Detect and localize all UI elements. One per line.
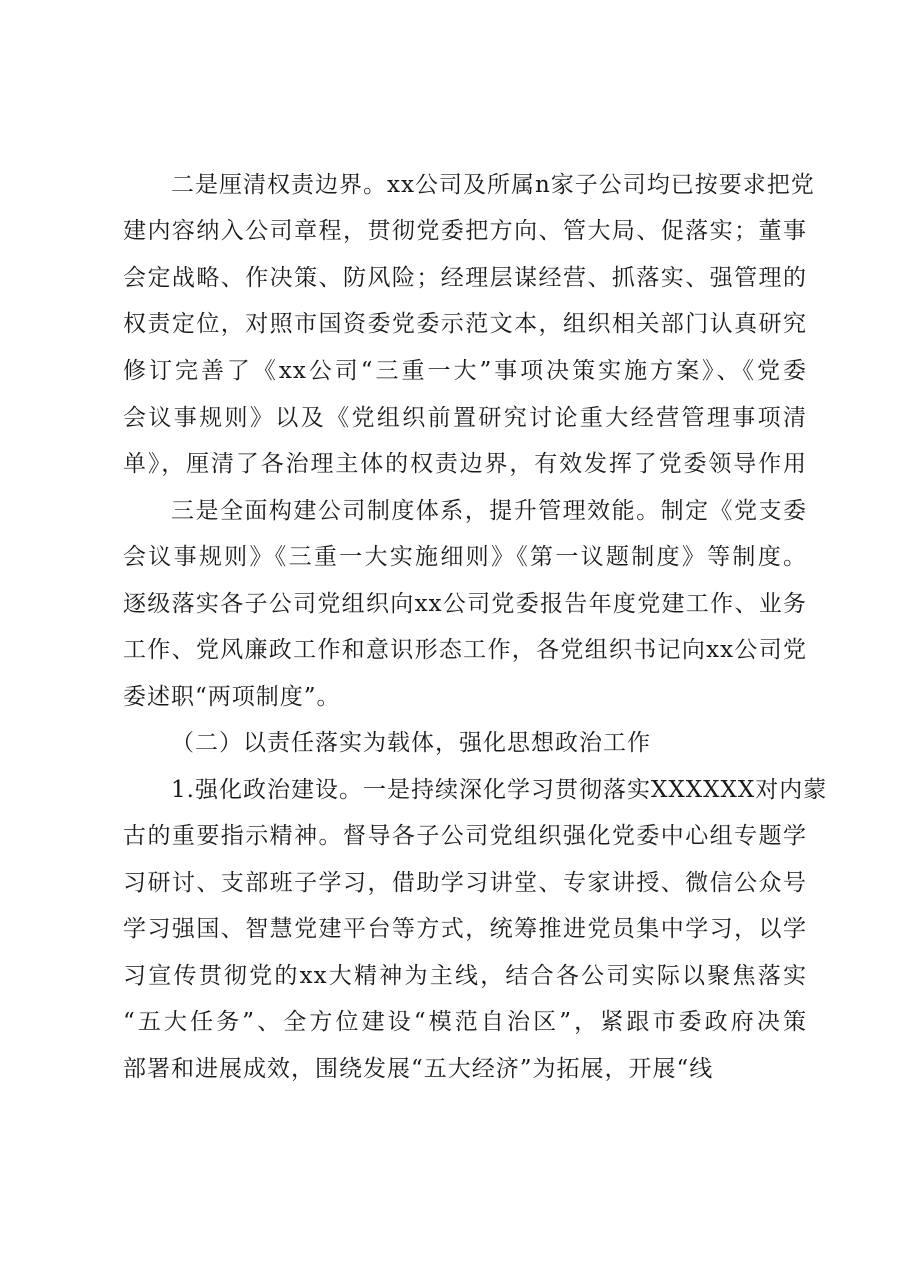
paragraph-line: 部署和进展成效，围绕发展“五大经济”为拓展，开展“线 xyxy=(123,1056,714,1082)
section-heading: （二）以责任落实为载体，强化思想政治工作 xyxy=(171,730,651,756)
paragraph-line: 二是厘清权责边界。xx公司及所属n家子公司均已按要求把党 xyxy=(171,172,815,198)
paragraph-line: 工作、党风廉政工作和意识形态工作，各党组织书记向xx公司党 xyxy=(123,637,807,663)
paragraph-line: 修订完善了《xx公司“三重一大”事项决策实施方案》、《党委 xyxy=(123,358,807,384)
paragraph-line: 权责定位，对照市国资委党委示范文本，组织相关部门认真研究 xyxy=(123,311,807,337)
paragraph-line: 逐级落实各子公司党组织向xx公司党委报告年度党建工作、业务 xyxy=(123,591,807,617)
paragraph-line: 古的重要指示精神。督导各子公司党组织强化党委中心组专题学 xyxy=(123,823,807,849)
paragraph-line: 单》，厘清了各治理主体的权责边界，有效发挥了党委领导作用 xyxy=(123,451,807,477)
paragraph-line: 学习强国、智慧党建平台等方式，统筹推进党员集中学习，以学 xyxy=(123,916,807,942)
paragraph-line: 习研讨、支部班子学习，借助学习讲堂、专家讲授、微信公众号 xyxy=(123,870,807,896)
paragraph-line: 建内容纳入公司章程，贯彻党委把方向、管大局、促落实；董事 xyxy=(123,218,807,244)
paragraph-line: 1.强化政治建设。一是持续深化学习贯彻落实XXXXXX对内蒙 xyxy=(171,777,828,803)
paragraph-line: 三是全面构建公司制度体系，提升管理效能。制定《党支委 xyxy=(171,498,807,524)
paragraph-line: “五大任务”、全方位建设“模范自治区”，紧跟市委政府决策 xyxy=(123,1009,807,1035)
paragraph-line: 委述职“两项制度”。 xyxy=(123,684,341,710)
paragraph-line: 会定战略、作决策、防风险；经理层谋经营、抓落实、强管理的 xyxy=(123,265,807,291)
paragraph-line: 习宣传贯彻党的xx大精神为主线，结合各公司实际以聚焦落实 xyxy=(123,963,807,989)
paragraph-line: 会议事规则》以及《党组织前置研究讨论重大经营管理事项清 xyxy=(123,405,807,431)
paragraph-line: 会议事规则》《三重一大实施细则》《第一议题制度》等制度。 xyxy=(123,544,807,570)
